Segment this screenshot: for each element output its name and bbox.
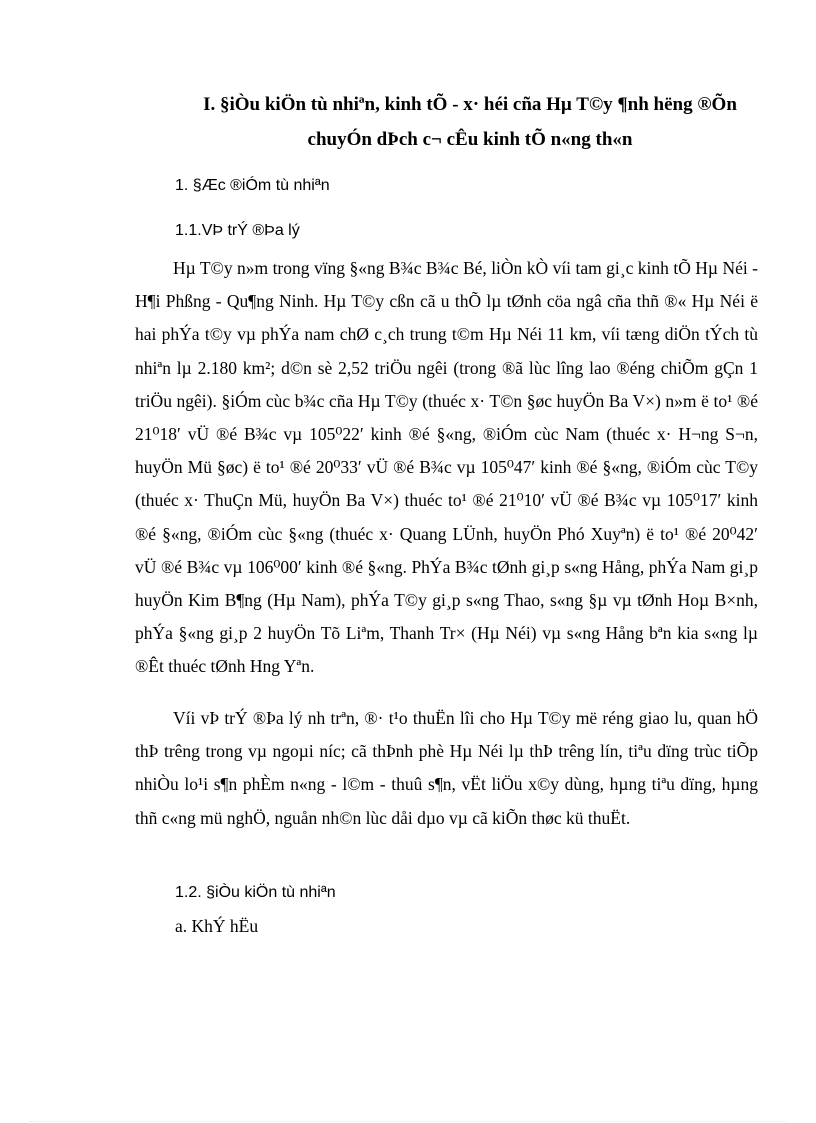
paragraph-advantages (135, 702, 758, 835)
paragraph-location-text: Hµ T©y n»m trong vïng §«ng B¾c B¾c Bé, liÒn kÒ víi tam gi¸c kinh tÕ Hµ Néi - H¶i Phßng - Qu¶ng Ninh. Hµ T©y cßn cã u thÕ lµ tØnh cöa ngâ cña thñ ®« Hµ Néi ë hai phÝa t©y vµ phÝa nam chØ c¸ch trung t©m Hµ Néi 11 km, víi tæng diÖn tÝch tù nhiªn lµ 2.180 km²; d©n sè 2,52 triÖu ngêi (trong ®ã lùc lîng lao ®éng chiÕm gÇn 1 triÖu ngêi). §iÓm cùc b¾c cña Hµ T©y (thuéc x· T©n §øc huyÖn Ba V×) n»m ë to¹ ®é 21⁰18′ vÜ ®é B¾c vµ 105⁰22′ kinh ®é §«ng, ®iÓm cùc Nam (thuéc x· H¬ng S¬n, huyÖn Mü §øc) ë to¹ ®é 20⁰33′ vÜ ®é B¾c vµ 105⁰47′ kinh ®é §«ng, ®iÓm cùc T©y (thuéc x· ThuÇn Mü, huyÖn Ba V×) thuéc to¹ ®é 21⁰10′ vÜ ®é B¾c vµ 105⁰17′ kinh ®é §«ng, ®iÓm cùc §«ng (thuéc x· Quang LÜnh, huyÖn Phó Xuyªn) ë to¹ ®é 20⁰42′ vÜ ®é B¾c vµ 106⁰00′ kinh ®é §«ng. PhÝa B¾c tØnh gi¸p s«ng Hång, phÝa Nam gi¸p huyÖn Kim B¶ng (Hµ Nam), phÝa T©y gi¸p s«ng Thao, s«ng §µ vµ tØnh Hoµ B×nh, phÝa §«ng gi¸p 2 huyÖn Tõ Liªm, Thanh Tr× (Hµ Néi) vµ s«ng Hång bªn kia s«ng lµ ®Êt thuéc tØnh Hng Yªn. (135, 258, 758, 677)
section-heading-natural-conditions: 1.2. §iÒu kiÖn tù nhiªn (175, 884, 336, 901)
chapter-title-line-1: I. §iÒu kiÖn tù nhiªn, kinh tÕ - x· héi cña Hµ T©y ¶nh hëng ®Õn (203, 94, 737, 115)
section-heading-natural-features: 1. §Æc ®iÓm tù nhiªn (175, 177, 330, 194)
subheading-climate: a. KhÝ hËu (175, 916, 259, 936)
chapter-title-line-2: chuyÓn dÞch c¬ cÊu kinh tÕ n«ng th«n (307, 129, 633, 150)
page-bottom-divider (30, 1121, 786, 1122)
paragraph-location (135, 252, 758, 684)
paragraph-advantages-text: Víi vÞ trÝ ®Þa lý nh trªn, ®· t¹o thuËn lîi cho Hµ T©y më réng giao lu, quan hÖ thÞ trêng trong vµ ngoµi níc; cã thÞnh phè Hµ Néi lµ thÞ trêng lín, tiªu dïng trùc tiÕp nhiÒu lo¹i s¶n phÈm n«ng - l©m - thuû s¶n, vËt liÖu x©y dùng, hµng tiªu dïng, hµng thñ c«ng mü nghÖ, nguån nh©n lùc dåi dµo vµ cã kiÕn thøc kü thuËt. (135, 708, 758, 828)
section-heading-location: 1.1.VÞ trÝ ®Þa lý (175, 222, 300, 239)
